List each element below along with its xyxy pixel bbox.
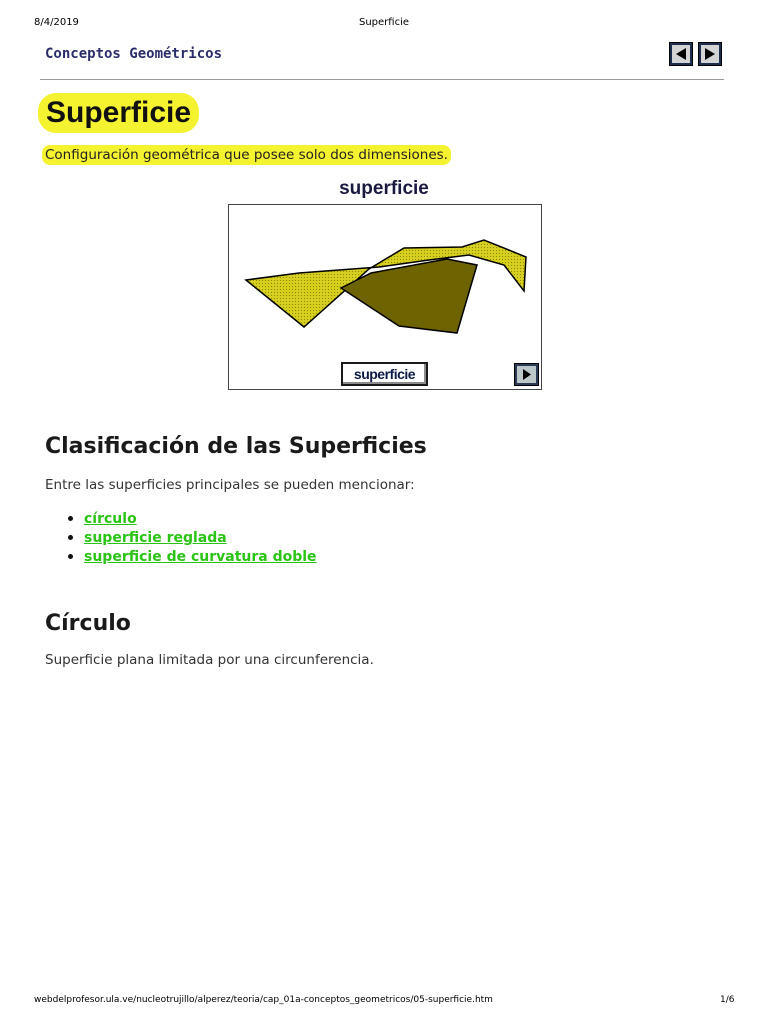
header-divider bbox=[40, 79, 724, 80]
site-title[interactable]: Conceptos Geométricos bbox=[45, 46, 223, 62]
list-item bbox=[68, 508, 317, 527]
list-item bbox=[68, 546, 317, 565]
link-superficie-curvatura-doble[interactable]: superficie de curvatura doble bbox=[84, 549, 317, 565]
print-date: 8/4/2019 bbox=[34, 17, 79, 28]
print-title: Superficie bbox=[358, 17, 410, 28]
classification-intro: Entre las superficies principales se pueden mencionar: bbox=[45, 477, 415, 493]
bullet bbox=[68, 516, 73, 521]
play-button[interactable] bbox=[514, 363, 539, 386]
circle-definition: Superficie plana limitada por una circunferencia. bbox=[45, 652, 374, 668]
classification-heading: Clasificación de las Superficies bbox=[45, 434, 427, 459]
circle-heading: Círculo bbox=[45, 611, 131, 636]
definition-text: Configuración geométrica que posee solo dos dimensiones. bbox=[42, 145, 451, 165]
surface-type-list bbox=[68, 508, 317, 565]
print-footer-url: webdelprofesor.ula.ve/nucleotrujillo/alperez/teoria/cap_01a-conceptos_geometricos/05-superficie.htm bbox=[34, 995, 493, 1005]
list-item bbox=[68, 527, 317, 546]
arrow-left-icon bbox=[674, 47, 688, 61]
next-page-button[interactable] bbox=[698, 42, 722, 66]
figure-caption: superficie bbox=[339, 178, 429, 199]
surface-animation bbox=[228, 204, 542, 390]
bullet bbox=[68, 535, 73, 540]
play-icon bbox=[522, 369, 532, 380]
bullet bbox=[68, 554, 73, 559]
arrow-right-icon bbox=[703, 47, 717, 61]
link-superficie-reglada[interactable]: superficie reglada bbox=[84, 530, 227, 546]
page-title: Superficie bbox=[38, 93, 199, 133]
previous-page-button[interactable] bbox=[669, 42, 693, 66]
surface-label-button[interactable]: superficie bbox=[341, 362, 428, 386]
link-circulo[interactable]: círculo bbox=[84, 511, 137, 527]
print-footer-page: 1/6 bbox=[720, 995, 735, 1005]
